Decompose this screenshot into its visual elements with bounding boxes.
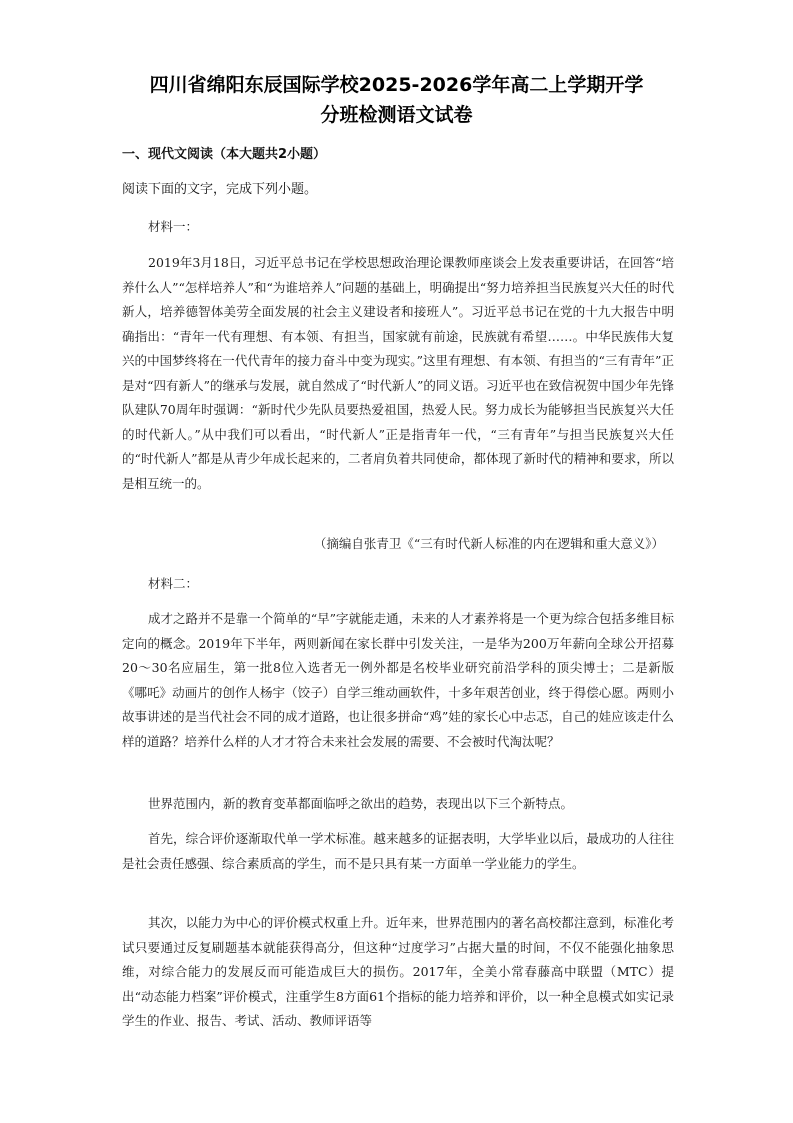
material-two-paragraph-1: 成才之路并不是靠一个简单的“早”字就能走通，未来的人才素养将是一个更为综合包括多维目标定向的概念。2019年下半年，两则新闻在家长群中引发关注，一是华为200万年薪向全球公开招募20～30名应届生，第一批8位入选者无一例外都是名校毕业研究前沿学科的顶尖博士；二是新版《哪吒》动画片的创作人杨宇（饺子）自学三维动画软件，十多年艰苦创业，终于得偿心愿。两则小故事讲述的是当代社会不同的成才道路，也让很多拼命“鸡”娃的家长心中忐忑，自己的娃应该走什么样的道路？培养什么样的人才才符合未来社会发展的需要、不会被时代淘汰呢？ xyxy=(122,611,674,749)
material-two-paragraph-3: 首先，综合评价逐渐取代单一学术标准。越来越多的证据表明，大学毕业以后，最成功的人往往是社会责任感强、综合素质高的学生，而不是只具有某一方面单一学业能力的学生。 xyxy=(122,831,674,871)
section-heading: 一、现代文阅读（本大题共2小题） xyxy=(122,147,327,162)
reading-instruction: 阅读下面的文字，完成下列小题。 xyxy=(122,182,318,197)
material-two-paragraph-4: 其次，以能力为中心的评价模式权重上升。近年来，世界范围内的著名高校都注意到，标准化考试只要通过反复刷题基本就能获得高分，但这种“过度学习”占据大量的时间，不仅不能强化抽象思维，对综合能力的发展反而可能造成巨大的损伤。2017年，全美小常春藤高中联盟（MTC）提出“动态能力档案”评价模式，注重学生8方面61个指标的能力培养和评价，以一种全息模式如实记录学生的作业、报告、考试、活动、教师评语等 xyxy=(122,915,674,1028)
exam-title-line2: 分班检测语文试卷 xyxy=(320,104,473,126)
material-two-label: 材料二： xyxy=(148,576,199,591)
material-one-label: 材料一： xyxy=(148,219,199,234)
material-one-paragraph: 2019年3月18日，习近平总书记在学校思想政治理论课教师座谈会上发表重要讲话，在回答“培养什么人”“怎样培养人”和“为谁培养人”问题的基础上，明确提出“努力培养担当民族复兴大任的时代新人，培养德智体美劳全面发展的社会主义建设者和接班人”。习近平总书记在党的十九大报告中明确指出：“青年一代有理想、有本领、有担当，国家就有前途，民族就有希望……。中华民族伟大复兴的中国梦终将在一代代青年的接力奋斗中变为现实。”这里有理想、有本领、有担当的“三有青年”正是对“四有新人”的继承与发展，就自然成了“时代新人”的同义语。习近平也在致信祝贺中国少年先锋队建队70周年时强调：“新时代少先队员要热爱祖国，热爱人民。努力成长为能够担当民族复兴大任的时代新人。”从中我们可以看出，“时代新人”正是指青年一代，“三有青年”与担当民族复兴大任的“时代新人”都是从青少年成长起来的，二者肩负着共同使命，都体现了新时代的精神和要求，所以是相互统一的。 xyxy=(122,255,674,491)
exam-title-line1: 四川省绵阳东辰国际学校2025-2026学年高二上学期开学 xyxy=(149,74,644,96)
material-two-paragraph-2: 世界范围内，新的教育变革都面临呼之欲出的趋势，表现出以下三个新特点。 xyxy=(148,796,574,811)
material-one-source: （摘编自张青卫《“三有时代新人标准的内在逻辑和重大意义》） xyxy=(313,536,664,551)
